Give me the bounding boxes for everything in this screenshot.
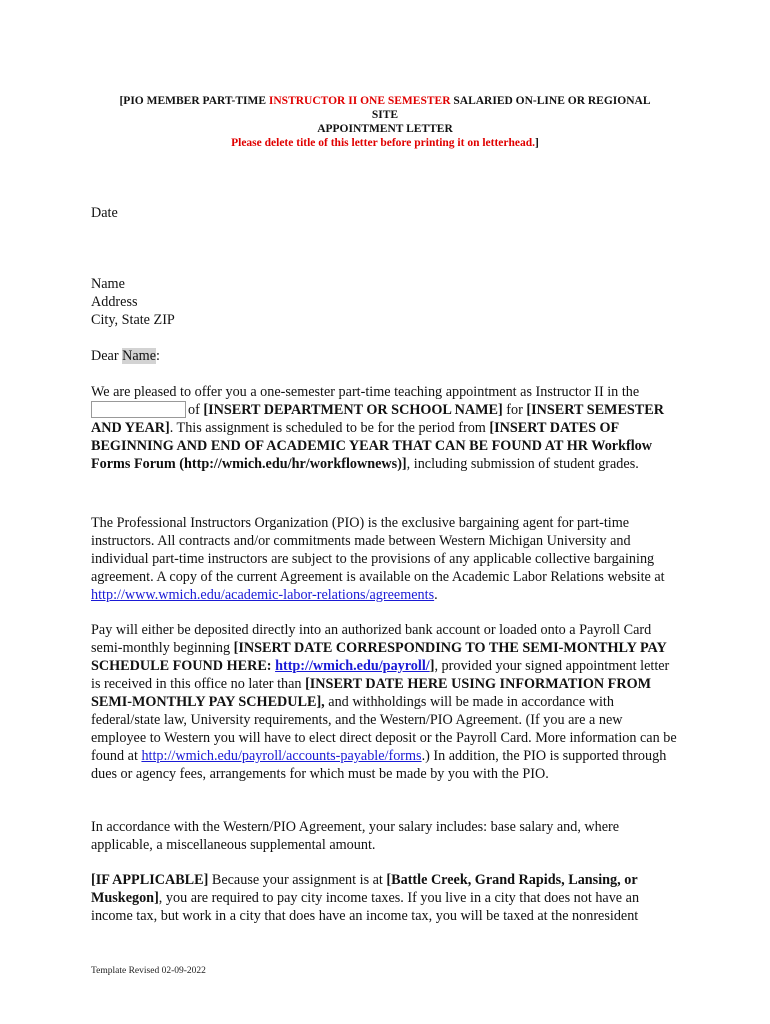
recipient-city: City, State ZIP (91, 312, 175, 328)
department-input-field[interactable] (91, 401, 186, 418)
paragraph-pio: The Professional Instructors Organization (PIO) is the exclusive bargaining agent for part-time instructors. All contracts and/or commitments made between Western Michigan University and individual part-time instructors are subject to the provisions of any applicable collective bargaining agreement. A copy of the current Agreement is available on the Academic Labor Relations website at http://www.wmich.edu/academic-labor-relations/agreements. (91, 515, 665, 603)
title-line-2: SITE (371, 109, 399, 121)
date-line: Date (91, 205, 118, 221)
payroll-forms-link[interactable]: http://wmich.edu/payroll/accounts-payable/forms (141, 748, 422, 764)
title-line-3: APPOINTMENT LETTER (317, 123, 453, 135)
salutation: Dear Name: (91, 348, 160, 364)
letter-title-block (88, 94, 682, 150)
template-revision-footer: Template Revised 02-09-2022 (91, 966, 206, 976)
payroll-link[interactable]: http://wmich.edu/payroll/ (275, 658, 430, 674)
paragraph-salary: In accordance with the Western/PIO Agreement, your salary includes: base salary and, where applicable, a miscellaneous supplemental amount. (91, 819, 620, 853)
address-block (91, 275, 681, 329)
paragraph-offer: We are pleased to offer you a one-semester part-time teaching appointment as Instructor II in the of [INSERT DEPARTMENT OR SCHOOL NAME] for [INSERT SEMESTER AND YEAR]. This assignment is scheduled to be for the period from [INSERT DATES OF BEGINNING AND END OF ACADEMIC YEAR THAT CAN BE FOUND AT HR Workflow Forms Forum (http://wmich.edu/hr/workflownews)], including submission of student grades. (91, 384, 664, 472)
title-red-text: INSTRUCTOR II ONE SEMESTER (268, 95, 451, 107)
title-line-1: [PIO MEMBER PART-TIME INSTRUCTOR II ONE SEMESTER SALARIED ON-LINE OR REGIONAL (119, 95, 651, 107)
paragraph-city-tax: [IF APPLICABLE] Because your assignment is at [Battle Creek, Grand Rapids, Lansing, or Muskegon], you are required to pay city income taxes. If you live in a city that does not have an income tax, but work in a city that does have an income tax, you will be taxed at the nonresident (91, 872, 640, 924)
agreements-link[interactable]: http://www.wmich.edu/academic-labor-relations/agreements (91, 587, 435, 603)
paragraph-pay: Pay will either be deposited directly into an authorized bank account or loaded onto a Payroll Card semi-monthly beginning [INSERT DATE CORRESPONDING TO THE SEMI-MONTHLY PAY SCHEDULE FOUND HERE: http://wmich.edu/payroll/], provided your signed appointment letter is received in this office no later than [INSERT DATE HERE USING INFORMATION FROM SEMI-MONTHLY PAY SCHEDULE], and withholdings will be made in accordance with federal/state law, University requirements, and the Western/PIO Agreement. (If you are a new employee to Western you will have to elect direct deposit or the Payroll Card. More information can be found at http://wmich.edu/payroll/accounts-payable/forms.) In addition, the PIO is supported through dues or agency fees, arrangements for which must be made by you with the PIO. (91, 622, 677, 782)
recipient-address: Address (91, 294, 138, 310)
title-note: Please delete title of this letter before printing it on letterhead.] (231, 137, 539, 149)
recipient-name: Name (91, 276, 125, 292)
salutation-name-field[interactable]: Name (122, 348, 157, 364)
